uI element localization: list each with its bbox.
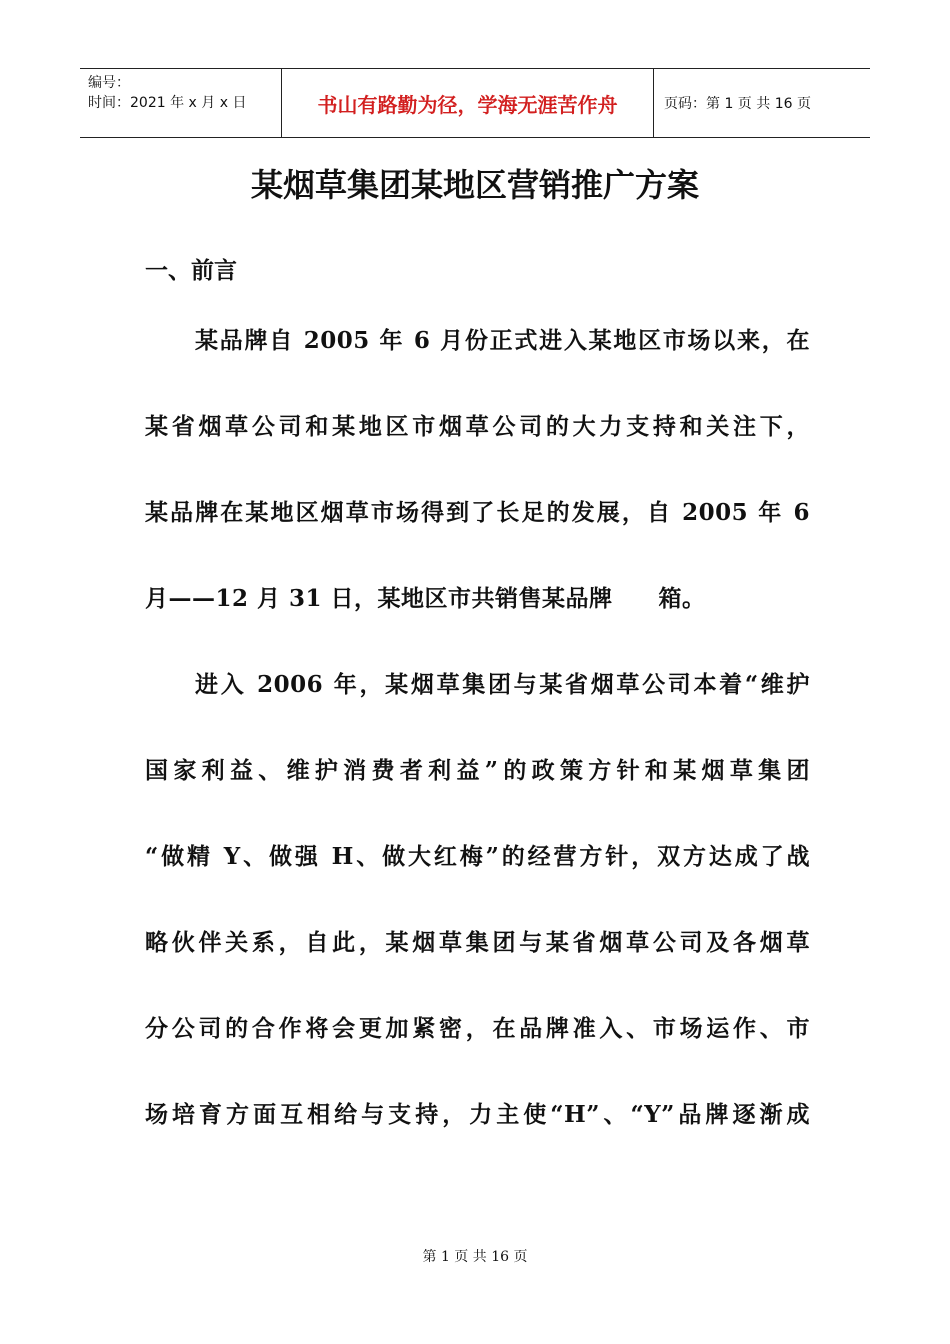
- page-header: [80, 68, 870, 138]
- paragraph-line: 国家利益、维护消费者利益”的政策方针和某烟草集团: [145, 757, 810, 784]
- paragraph-line: 场培育方面互相给与支持，力主使“H”、“Y”品牌逐渐成: [145, 1101, 810, 1128]
- paragraph-line: 分公司的合作将会更加紧密，在品牌准入、市场运作、市: [145, 1015, 810, 1042]
- document-number: 编号：: [88, 75, 130, 91]
- document-title: 某烟草集团某地区营销推广方案: [250, 166, 699, 204]
- paragraph-line: 某品牌自 2005 年 6 月份正式进入某地区市场以来，在: [195, 327, 810, 354]
- paragraph-line: 某品牌在某地区烟草市场得到了长足的发展，自 2005 年 6: [145, 499, 810, 526]
- page-footer: 第 1 页 共 16 页: [422, 1249, 528, 1265]
- header-motto: 书山有路勤为径，学海无涯苦作舟: [282, 69, 654, 137]
- header-meta: [80, 69, 282, 137]
- paragraph-line: 进入 2006 年，某烟草集团与某省烟草公司本着“维护: [195, 671, 810, 698]
- paragraph-line: “做精 Y、做强 H、做大红梅”的经营方针，双方达成了战: [145, 843, 810, 870]
- header-page-info: 页码：第 1 页 共 16 页: [664, 96, 811, 112]
- paragraph-line: 某省烟草公司和某地区市烟草公司的大力支持和关注下，: [145, 413, 810, 440]
- paragraph-line-part: 月——12 月 31 日，某地区市共销售某品牌: [145, 585, 613, 612]
- paragraph-line: 略伙伴关系，自此，某烟草集团与某省烟草公司及各烟草: [145, 929, 810, 956]
- document-date: 时间：2021 年 x 月 x 日: [88, 95, 247, 111]
- paragraph-line: [145, 580, 810, 613]
- section-heading: 一、前言: [145, 257, 237, 284]
- paragraph-line-part: 箱。: [658, 585, 706, 612]
